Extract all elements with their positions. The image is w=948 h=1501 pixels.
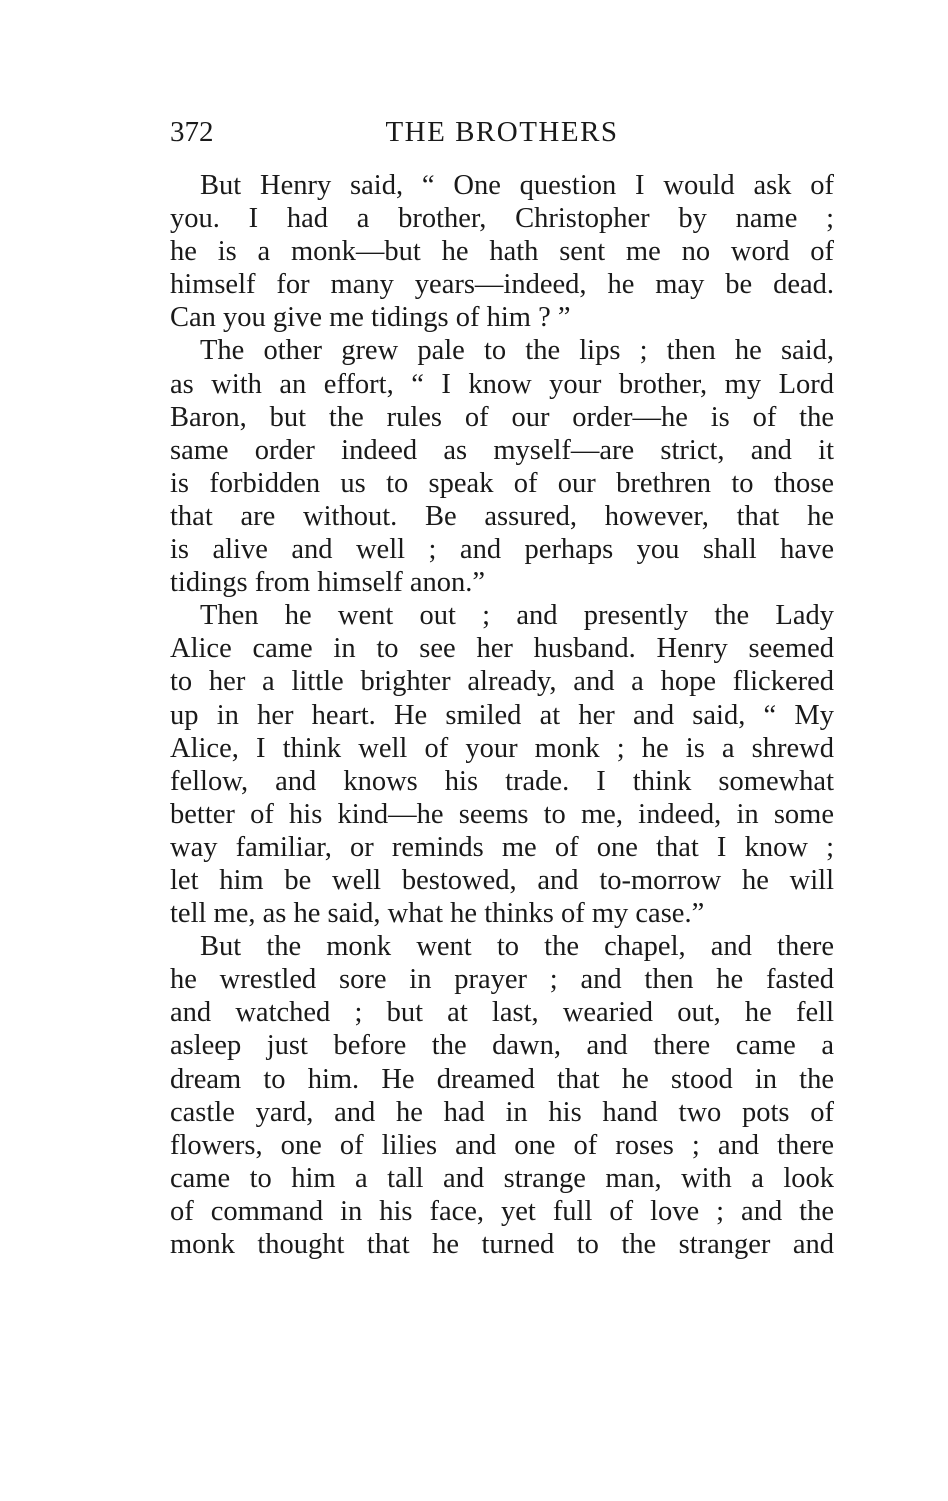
text-line: monk thought that he turned to the stranger and [170,1229,834,1260]
text-line: Then he went out ; and presently the Lady [200,600,834,632]
text-line: Can you give me tidings of him ? ” [170,302,571,334]
text-line: Alice came in to see her husband. Henry seemed [170,633,834,665]
text-line: Alice, I think well of your monk ; he is a shrewd [170,732,834,764]
text-line: tell me, as he said, what he thinks of my case.” [170,898,705,930]
text-line: and watched ; but at last, wearied out, he fell [170,997,834,1029]
page-number: 372 [170,116,214,148]
text-line: flowers, one of lilies and one of roses ; and there [170,1129,834,1161]
text-line: tidings from himself anon.” [170,567,486,599]
text-line: Baron, but the rules of our order—he is of the [170,401,834,433]
text-line: up in her heart. He smiled at her and said, “ My [170,699,834,731]
text-line: asleep just before the dawn, and there came a [170,1030,834,1062]
text-line: same order indeed as myself—are strict, and it [170,434,834,466]
text-line: as with an effort, “ I know your brother, my Lord [170,368,834,400]
text-line: let him be well bestowed, and to-morrow he will [170,864,834,896]
text-line: he wrestled sore in prayer ; and then he fasted [170,964,834,996]
text-line: fellow, and knows his trade. I think somewhat [170,765,834,797]
running-head [170,112,834,152]
text-line: dream to him. He dreamed that he stood in the [170,1063,834,1095]
text-line: he is a monk—but he hath sent me no word of [170,236,834,268]
text-line: himself for many years—indeed, he may be dead. [170,269,834,301]
text-line: But Henry said, “ One question I would ask of [200,170,834,201]
text-line: came to him a tall and strange man, with a look [170,1162,834,1194]
text-line: The other grew pale to the lips ; then he said, [200,335,834,367]
text-line: castle yard, and he had in his hand two pots of [170,1096,834,1128]
text-line: that are without. Be assured, however, that he [170,500,834,532]
text-line: is forbidden us to speak of our brethren to those [170,467,834,499]
text-line: way familiar, or reminds me of one that I know ; [170,831,834,863]
text-line: you. I had a brother, Christopher by name ; [170,203,834,235]
text-line: better of his kind—he seems to me, indeed, in some [170,798,834,830]
text-line: is alive and well ; and perhaps you shall have [170,534,834,566]
text-line: But the monk went to the chapel, and there [200,931,834,963]
text-line: to her a little brighter already, and a hope flickered [170,666,834,698]
body-text [170,169,834,1261]
running-title: THE BROTHERS [385,116,619,148]
book-page [170,112,834,1261]
text-line: of command in his face, yet full of love ; and the [170,1195,834,1227]
